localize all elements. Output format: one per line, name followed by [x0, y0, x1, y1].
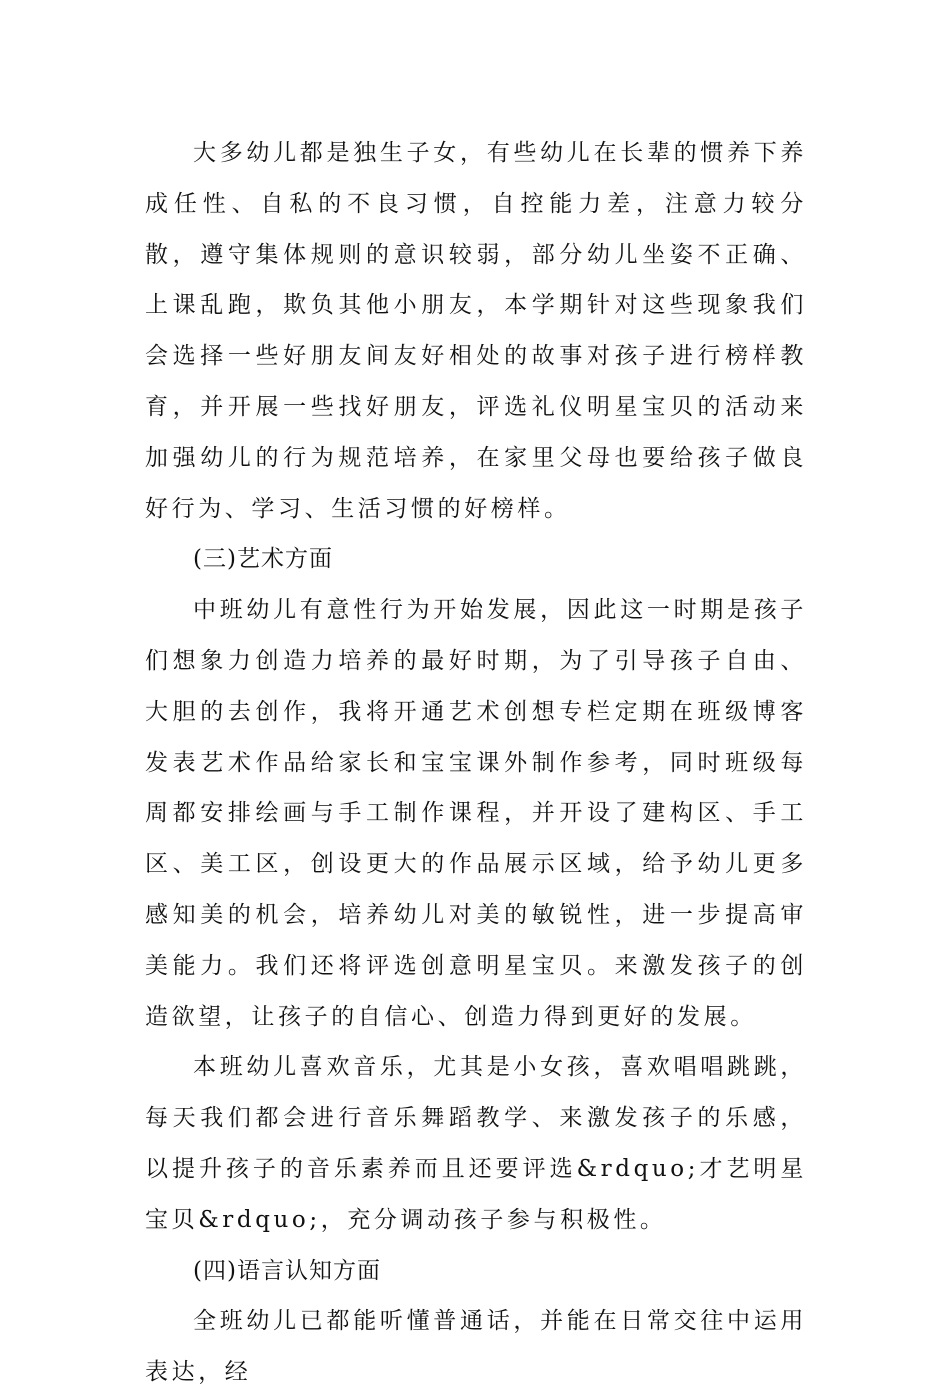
paragraph-art-development: 中班幼儿有意性行为开始发展，因此这一时期是孩子们想象力创造力培养的最好时期，为了引导孩子自由、大胆的去创作，我将开通艺术创想专栏定期在班级博客发表艺术作品给家长和宝宝课外制作参考，同时班级每周都安排绘画与手工制作课程，并开设了建构区、手工区、美工区，创设更大的作品展示区域，给予幼儿更多感知美的机会，培养幼儿对美的敏锐性，进一步提高审美能力。我们还将评选创意明星宝贝。来激发孩子的创造欲望，让孩子的自信心、创造力得到更好的发展。 — [145, 597, 807, 1030]
document-body — [145, 128, 807, 1398]
section-heading-language: (四)语言认知方面 — [193, 1257, 381, 1284]
paragraph-language: 全班幼儿已都能听懂普通话，并能在日常交往中运用表达，经 — [145, 1308, 807, 1386]
paragraph-behavior-habits: 大多幼儿都是独生子女，有些幼儿在长辈的惯养下养成任性、自私的不良习惯，自控能力差，注意力较分散，遵守集体规则的意识较弱，部分幼儿坐姿不正确、上课乱跑，欺负其他小朋友，本学期针对这些现象我们会选择一些好朋友间友好相处的故事对孩子进行榜样教育，并开展一些找好朋友，评选礼仪明星宝贝的活动来加强幼儿的行为规范培养，在家里父母也要给孩子做良好行为、学习、生活习惯的好榜样。 — [145, 140, 807, 522]
section-heading-art: (三)艺术方面 — [193, 546, 333, 573]
paragraph-music: 本班幼儿喜欢音乐，尤其是小女孩，喜欢唱唱跳跳，每天我们都会进行音乐舞蹈教学、来激发孩子的乐感，以提升孩子的音乐素养而且还要评选&rdquo;才艺明星宝贝&rdquo;，充分调动孩子参与积极性。 — [145, 1054, 807, 1233]
